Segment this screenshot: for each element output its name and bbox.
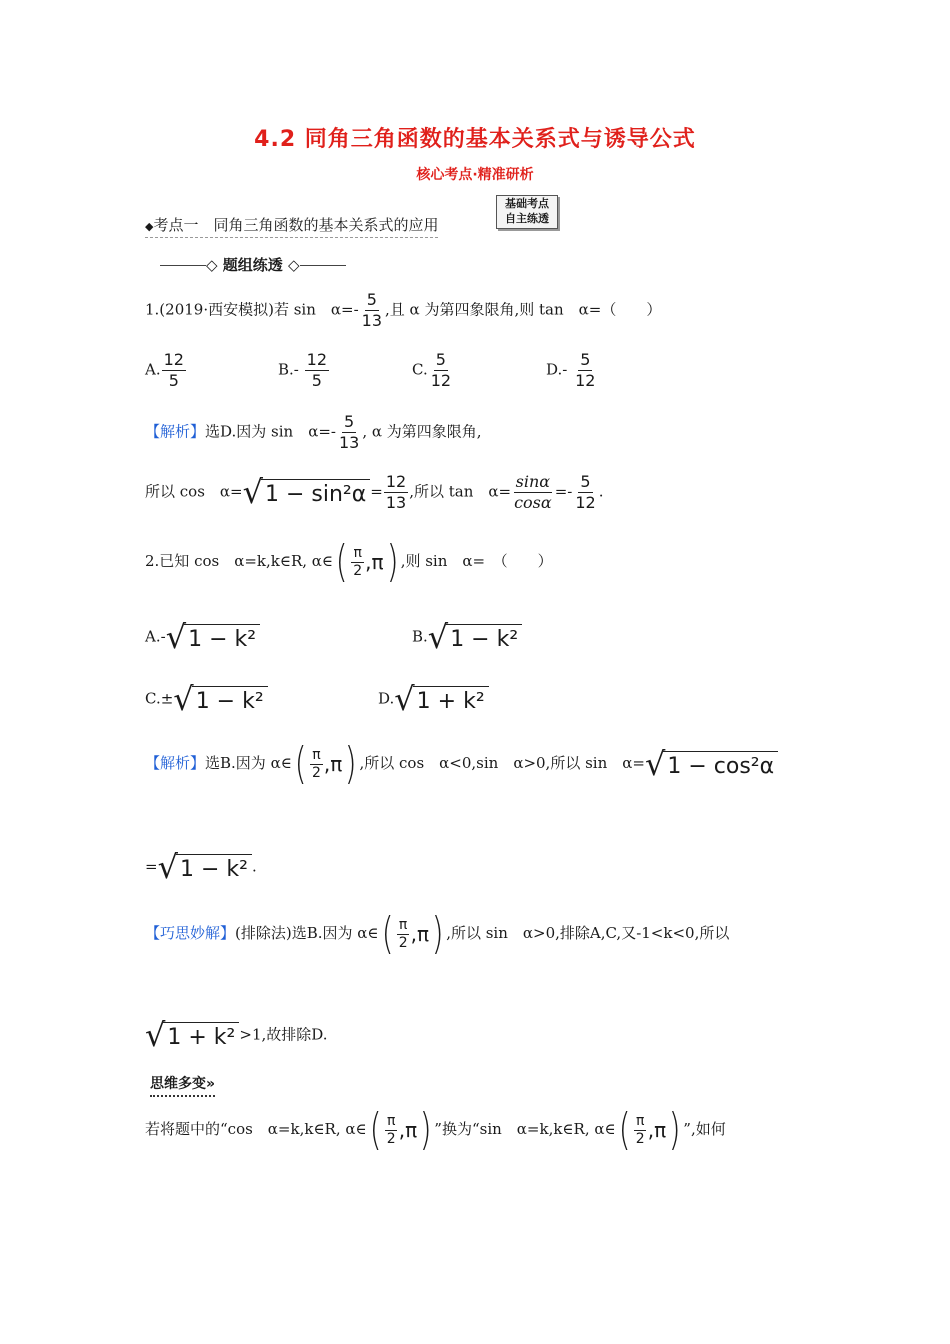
diamond-icon: ◆ [145, 220, 154, 233]
kaodian-badge: 基础考点 自主练透 [496, 195, 558, 229]
divider [300, 265, 346, 266]
group-heading: ◇ 题组练透 ◇ [160, 254, 346, 275]
q1-stem: 1.(2019·西安模拟)若 sin α=- $\frac{5}{13}$ ,且 α 为第四象限角,则 tan α=（ ） [145, 290, 662, 330]
radical: √ 1 − sin²α [243, 475, 371, 510]
interval: ( $\frac{\pi}{2}$ ,π ) [335, 536, 399, 587]
q2-option-a: A.- √ 1 − k² [145, 620, 260, 655]
page-title: 4.2 同角三角函数的基本关系式与诱导公式 [254, 127, 696, 152]
q2-solution-line1: 【解析】选B.因为 α∈ ( $\frac{\pi}{2}$ ,π ) ,所以 cos α<0,sin α>0,所以 sin α= √ 1 − cos²α [145, 742, 778, 786]
q2-qiaosi-line2: √ 1 + k² >1,故排除D. [145, 1016, 328, 1054]
q1-solution-line1: 【解析】选D.因为 sin α=- $\frac{5}{13}$ , α 为第四象限角, [145, 412, 482, 452]
page-subtitle: 核心考点·精准研析 [416, 167, 534, 183]
q2-option-d: D. √ 1 + k² [378, 682, 489, 717]
q2-option-b: B. √ 1 − k² [412, 620, 522, 655]
q1-option-d: D.- $\frac{5}{12}$ [546, 350, 596, 390]
q2-stem: 2.已知 cos α=k,k∈R, α∈ ( $\frac{\pi}{2}$ ,π ) ,则 sin α= （ ） [145, 536, 553, 587]
q2-qiaosi-line1: 【巧思妙解】(排除法)选B.因为 α∈ ( $\frac{\pi}{2}$ ,π ) ,所以 sin α>0,排除A,C,又-1<k<0,所以 [145, 908, 730, 959]
divider [160, 265, 206, 266]
kaodian-heading: ◆考点一 同角三角函数的基本关系式的应用 [145, 214, 438, 238]
q1-option-c: C. $\frac{5}{12}$ [412, 350, 452, 390]
q1-solution-line2: 所以 cos α= √ 1 − sin²α = $\frac{12}{13}$ ,所以 tan α= $\frac{\sin\alpha}{\cos\alpha}$ =- $\frac{5}{12}$ . [145, 472, 604, 512]
fraction: $\frac{5}{13}$ [361, 290, 383, 330]
q2-option-c: C.± √ 1 − k² [145, 682, 268, 717]
q1-option-a: A. $\frac{12}{5}$ [145, 350, 184, 390]
q1-option-b: B.- $\frac{12}{5}$ [278, 350, 328, 390]
q2-solution-line2: = √ 1 − k² . [145, 848, 257, 886]
think-text: 若将题中的“cos α=k,k∈R, α∈ ( $\frac{\pi}{2}$ ,π ) ”换为“sin α=k,k∈R, α∈ ( $\frac{\pi}{2}$ ,π ) ”,如何 [145, 1104, 726, 1155]
think-heading: 思维多变» [150, 1073, 215, 1097]
